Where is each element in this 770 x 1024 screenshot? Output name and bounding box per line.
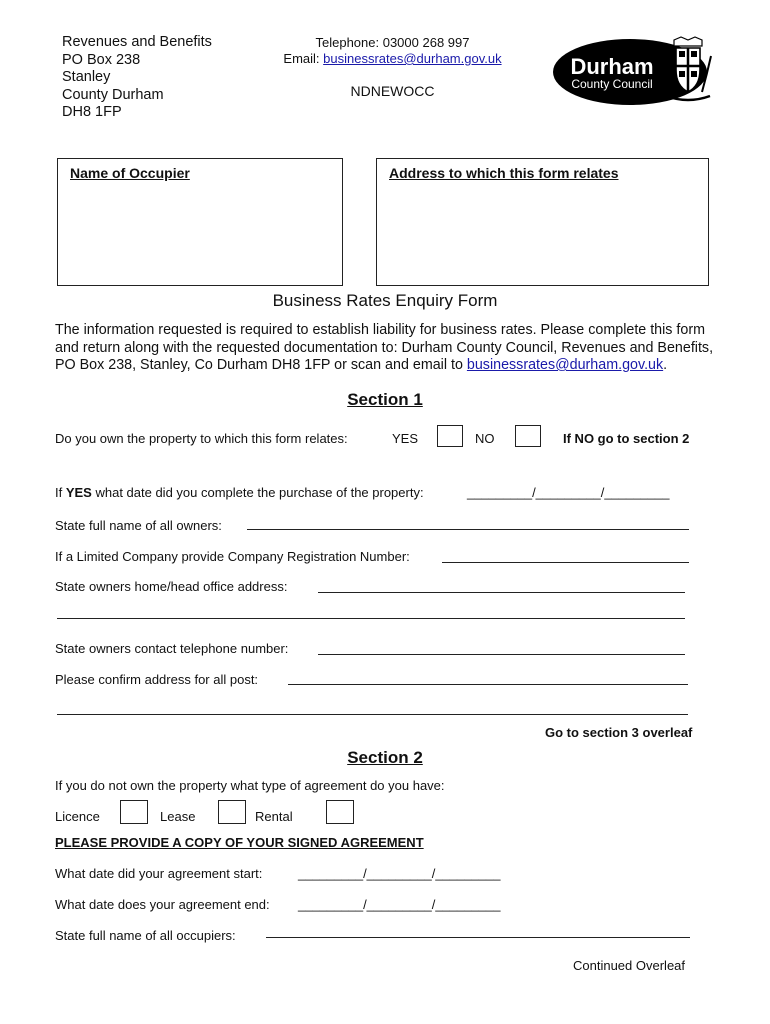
section-2-title: Section 2 [347,748,423,767]
purchase-prefix: If [55,485,66,500]
lease-checkbox[interactable] [218,800,246,824]
intro-email-link[interactable]: businessrates@durham.gov.uk [466,357,664,373]
address-line: Revenues and Benefits [62,34,212,50]
section-1-title: Section 1 [347,390,423,409]
purchase-rest: what date did you complete the purchase of the property: [91,485,424,500]
occupier-name-box[interactable] [57,158,343,286]
own-property-question: Do you own the property to which this form relates: [55,431,348,446]
telephone: Telephone: 03000 268 997 [315,35,470,50]
no-label: NO [475,431,495,446]
logo-title: Durham [570,54,654,79]
no-checkbox[interactable] [515,425,541,447]
purchase-yes: YES [65,485,92,500]
rental-checkbox[interactable] [326,800,354,824]
logo-subtitle: County Council [571,77,653,91]
durham-logo [552,36,724,106]
rental-label: Rental [255,809,293,824]
lease-label: Lease [160,809,196,824]
post-address-field-2[interactable] [57,714,688,715]
continued-overleaf: Continued Overleaf [573,958,686,973]
occupiers-name-label: State full name of all occupiers: [55,928,236,943]
owners-name-field[interactable] [247,529,689,530]
owners-address-field-1[interactable] [318,592,685,593]
intro-end: . [663,357,668,373]
intro-text [55,322,715,375]
email-label: Email: [283,51,324,66]
owners-phone-label: State owners contact telephone number: [55,641,289,656]
purchase-date-question [55,485,424,500]
purchase-date-field[interactable]: _________/_________/_________ [467,485,670,500]
agreement-start-label: What date did your agreement start: [55,866,263,881]
owners-name-label: State full name of all owners: [55,518,222,533]
intro-body: The information requested is required to establish liability for business rates. Please complete this form and return along with the requested documentation to: Durham County Council, Revenues and Benefits, PO Box 238, Stanley, Co Durham DH8 1FP or scan and email to [55,322,714,373]
agreement-end-field[interactable]: _________/_________/_________ [298,897,501,912]
property-address-label: Address to which this form relates [389,165,619,181]
copy-agreement-notice: PLEASE PROVIDE A COPY OF YOUR SIGNED AGREEMENT [55,835,424,850]
address-line: DH8 1FP [62,104,122,120]
occupier-name-label: Name of Occupier [70,165,190,181]
licence-label: Licence [55,809,100,824]
address-line: Stanley [62,69,111,85]
address-line: PO Box 238 [62,51,141,68]
agreement-end-label: What date does your agreement end: [55,897,270,912]
email-link[interactable]: businessrates@durham.gov.uk [323,51,502,66]
yes-checkbox[interactable] [437,425,463,447]
form-title: Business Rates Enquiry Form [272,291,498,310]
licence-checkbox[interactable] [120,800,148,824]
occupiers-name-field[interactable] [266,937,690,938]
yes-label: YES [392,431,419,446]
sender-address [62,34,212,122]
goto-section-3: Go to section 3 overleaf [545,725,693,740]
owners-address-label: State owners home/head office address: [55,579,288,594]
post-address-label: Please confirm address for all post: [55,672,259,687]
email-row [250,51,535,67]
property-address-box[interactable] [376,158,709,286]
company-reg-label: If a Limited Company provide Company Registration Number: [55,549,410,564]
company-reg-field[interactable] [442,562,689,563]
owners-phone-field[interactable] [318,654,685,655]
address-line: County Durham [62,86,164,103]
post-address-field-1[interactable] [288,684,688,685]
owners-address-field-2[interactable] [57,618,685,619]
no-goto-note: If NO go to section 2 [563,431,690,446]
form-reference: NDNEWOCC [350,83,435,99]
contact-details [250,35,535,67]
agreement-type-question: If you do not own the property what type of agreement do you have: [55,778,445,793]
agreement-start-field[interactable]: _________/_________/_________ [298,866,501,881]
